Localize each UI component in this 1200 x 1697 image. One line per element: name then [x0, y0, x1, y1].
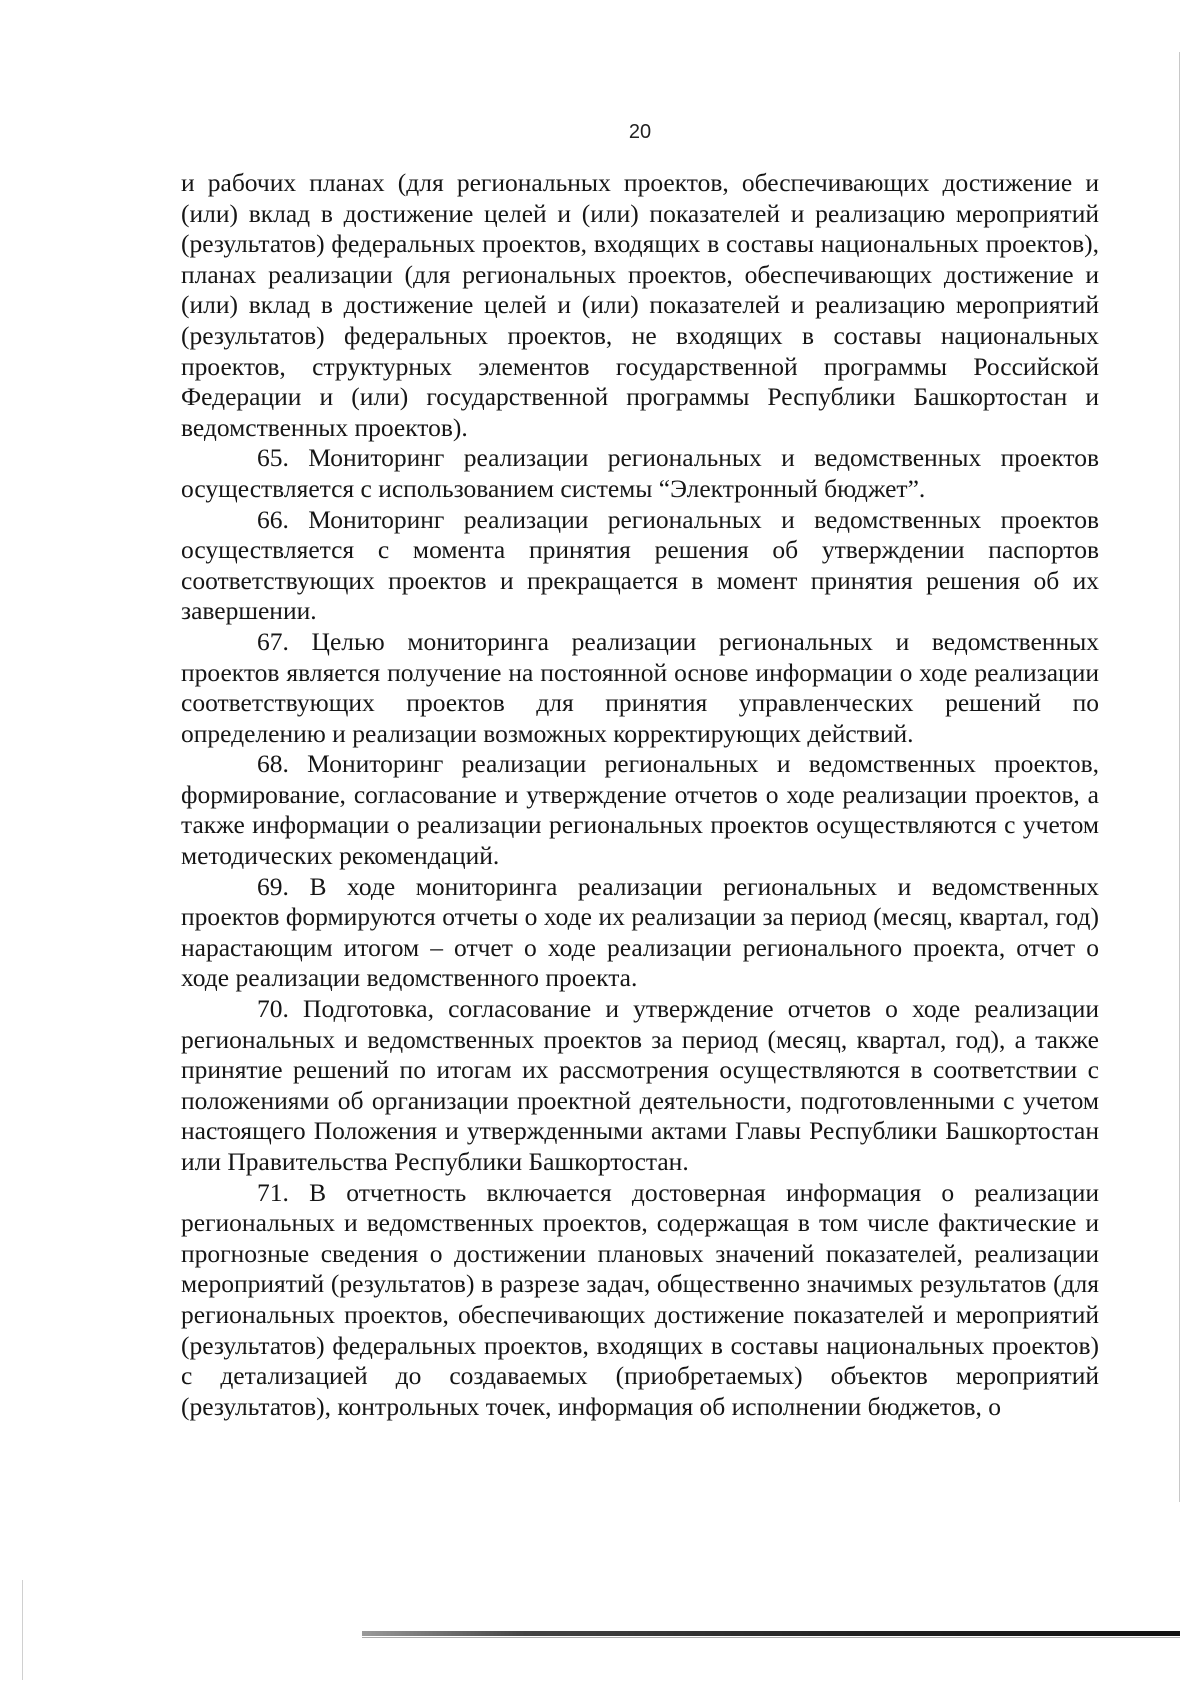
paragraph-69: 69. В ходе мониторинга реализации региональных и ведомственных проектов формируются отчеты о ходе их реализации за период (месяц, квартал, год) нарастающим итогом – отчет о ходе реализации регионального проекта, отчет о ходе реализации ведомственного проекта.: [181, 871, 1099, 993]
document-body: [181, 168, 1099, 1422]
paragraph-66: 66. Мониторинг реализации региональных и ведомственных проектов осуществляется с момента принятия решения об утверждении паспортов соответствующих проектов и прекращается в момент принятия решения об их завершении.: [181, 504, 1099, 626]
scan-edge-right: [1179, 52, 1180, 1502]
paragraph-70: 70. Подготовка, согласование и утверждение отчетов о ходе реализации региональных и ведомственных проектов за период (месяц, квартал, год), а также принятие решений по итогам их рассмотрения осуществляются в соответствии с положениями об организации проектной деятельности, подготовленными с учетом настоящего Положения и утвержденными актами Главы Республики Башкортостан или Правительства Республики Башкортостан.: [181, 994, 1099, 1176]
paragraph-65: 65. Мониторинг реализации региональных и ведомственных проектов осуществляется с использованием системы “Электронный бюджет”.: [181, 443, 1099, 503]
scan-edge-left: [22, 1580, 23, 1680]
paragraph-67: 67. Целью мониторинга реализации региональных и ведомственных проектов является получение на постоянной основе информации о ходе реализации соответствующих проектов для принятия управленческих решений по определению и реализации возможных корректирующих действий.: [181, 626, 1099, 748]
paragraph-68: 68. Мониторинг реализации региональных и ведомственных проектов, формирование, согласование и утверждение отчетов о ходе реализации проектов, а также информации о реализации региональных проектов осуществляются с учетом методических рекомендаций.: [181, 749, 1099, 871]
paragraph-continuation: и рабочих планах (для региональных проектов, обеспечивающих достижение и (или) вклад в достижение целей и (или) показателей и реализацию мероприятий (результатов) федеральных проектов, входящих в составы национальных проектов), планах реализации (для региональных проектов, обеспечивающих достижение и (или) вклад в достижение целей и (или) показателей и реализацию мероприятий (результатов) федеральных проектов, не входящих в составы национальных проектов, структурных элементов государственной программы Российской Федерации и (или) государственной программы Республики Башкортостан и ведомственных проектов).: [181, 168, 1099, 442]
scan-bottom-line: [362, 1637, 1180, 1638]
paragraph-71: 71. В отчетность включается достоверная информация о реализации региональных и ведомственных проектов, содержащая в том числе фактические и прогнозные сведения о достижении плановых значений показателей, реализации мероприятий (результатов) в разрезе задач, общественно значимых результатов (для региональных проектов, обеспечивающих достижение показателей и мероприятий (результатов) федеральных проектов, входящих в составы национальных проектов) с детализацией до создаваемых (приобретаемых) объектов мероприятий (результатов), контрольных точек, информация об исполнении бюджетов, о: [181, 1177, 1099, 1421]
page-number: 20: [628, 121, 652, 143]
scan-bottom-bar: [362, 1631, 1180, 1636]
